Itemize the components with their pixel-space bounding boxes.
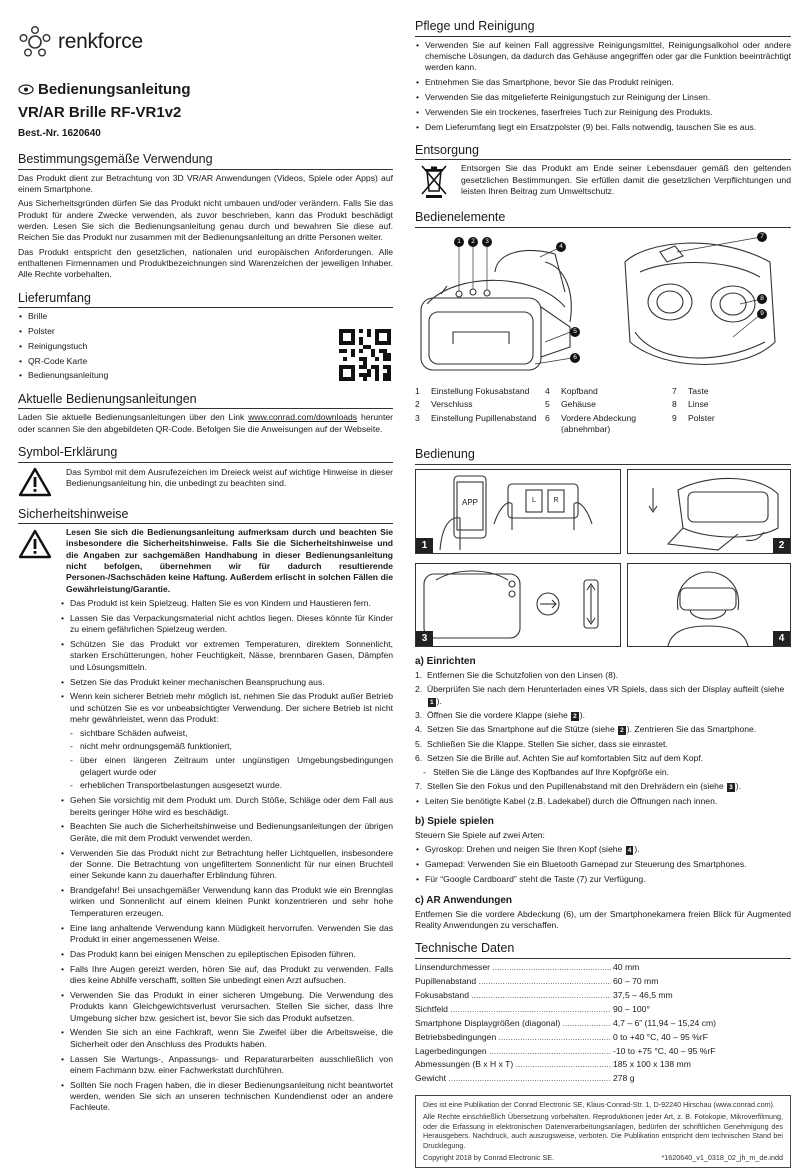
brand-name: renkforce: [58, 30, 143, 54]
controls-heading: Bedienelemente: [415, 209, 791, 228]
app-label: APP: [461, 497, 478, 507]
person-wearing-headset-illustration: [628, 564, 790, 646]
panel-number: 1: [416, 538, 433, 553]
downloads-link[interactable]: www.conrad.com/downloads: [248, 412, 358, 423]
callout-2: 2: [468, 237, 478, 247]
document-title: [18, 80, 191, 140]
document-code: *1620640_v1_0318_02_jh_m_de.indd: [661, 1153, 783, 1163]
safety-intro: Lesen Sie sich die Bedienungsanleitung aufmerksam durch und beachten Sie insbesondere die Sicherheitshinweise. Falls Sie die Sicherheitshinweise und die Angaben zur sachgemäßen Handhabung in dieser Bedienungsanleitung nicht befolgen, übernehmen wir für dadurch resultierende Personen-/Sachschäden keine Haftung. Außerdem erlischt in solchen Fällen die Gewährleistung/Garantie.: [66, 527, 393, 594]
right-column: [415, 10, 791, 1168]
list-item: • Falls Ihre Augen gereizt werden, hören Sie auf, das Produkt zu verwenden. Falls dies keine Abhilfe verschafft, sollten Sie unbedingt einen Arzt aufsuchen.: [60, 964, 393, 987]
adjustment-wheels-illustration: [416, 564, 620, 646]
crossed-bin-icon: [419, 163, 449, 199]
list-item: • Verwenden Sie das Produkt in einer sicheren Umgebung. Die Verwendung des Produkts kann Gleichgewichtsverlust verursachen. Stellen Sie sicher, dass Ihre Umgebung sicher bzw. gesichert ist, bevor Sie sich das Produkt aufsetzen.: [60, 990, 393, 1024]
list-item: • Für “Google Cardboard” steht die Taste (7) zur Verfügung.: [415, 874, 791, 885]
list-item: • Lassen Sie das Verpackungsmaterial nicht achtlos liegen. Dieses könnte für Kinder zu einem gefährlichen Spielzeug werden.: [60, 613, 393, 636]
list-item: • Brandgefahr! Bei unsachgemäßer Verwendung kann das Produkt wie ein Brennglas wirken und Sonnenlicht auf einem kleinen Punkt konzentrieren und sehr hohe Temperaturen erzeugen.: [60, 885, 393, 919]
setup-substep: [413, 767, 791, 778]
ar-heading: c) AR Anwendungen: [415, 894, 513, 906]
list-item: 5. Schließen Sie die Klappe. Stellen Sie sicher, dass sie einrastet.: [415, 738, 668, 749]
figure-panel-4: [627, 563, 791, 647]
list-item: • Polster: [18, 326, 393, 337]
legend-item: 6 Vordere Abdeckung (abnehmbar): [545, 412, 637, 434]
list-item: • Reinigungstuch: [18, 341, 393, 352]
order-number: Best.-Nr. 1620640: [18, 127, 101, 139]
brand-logo: [18, 26, 143, 58]
safety-list: [60, 598, 393, 1114]
list-item: • Brille: [18, 311, 393, 322]
table-row: Smartphone Displaygrößen (diagonal) ..... 4,7 – 6” (11,94 – 15,24 cm): [415, 1018, 791, 1029]
games-intro: Steuern Sie Spiele auf zwei Arten:: [415, 830, 545, 841]
callout-8: 8: [757, 294, 767, 304]
panel-number: 3: [416, 631, 433, 646]
warning-triangle-icon: [18, 529, 52, 559]
list-item: • QR-Code Karte: [18, 356, 393, 367]
safety-sublist: [60, 728, 393, 792]
callout-6: 6: [570, 353, 580, 363]
eye-icon: [18, 84, 34, 95]
intended-use-heading: Bestimmungsgemäße Verwendung: [18, 151, 393, 170]
manual-heading: Bedienungsanleitung: [38, 81, 191, 98]
symbols-heading: Symbol-Erklärung: [18, 444, 393, 463]
list-item: • Gyroskop: Drehen und neigen Sie Ihren Kopf (siehe 4 ).: [415, 844, 791, 855]
disposal-text: Entsorgen Sie das Produkt am Ende seiner Lebensdauer gemäß den geltenden gesetzlichen Bestimmungen. Sie erfüllen damit die gesetzlichen Verpflichtungen und leisten Ihren Beitrag zum Umweltschutz.: [461, 163, 791, 197]
list-item: • Bedienungsanleitung: [18, 370, 393, 381]
table-row: Gewicht ..... 278 g: [415, 1073, 791, 1084]
table-row: Sichtfeld ..... 90 – 100°: [415, 1004, 791, 1015]
disposal-heading: Entsorgung: [415, 142, 791, 161]
screen-right-label: R: [553, 496, 559, 504]
setup-bullet: [415, 796, 791, 807]
table-row: Fokusabstand ..... 37,5 – 46,5 mm: [415, 990, 791, 1001]
callout-5: 5: [570, 327, 580, 337]
figure-ref: 3: [729, 784, 733, 792]
delivery-list: [18, 311, 393, 382]
care-heading: Pflege und Reinigung: [415, 18, 791, 37]
list-item: • Verwenden Sie ein trockenes, faserfreies Tuch zur Reinigung des Produkts.: [415, 107, 791, 118]
specs-heading: Technische Daten: [415, 940, 791, 959]
qr-code-icon[interactable]: [339, 329, 391, 381]
care-list: [415, 40, 791, 133]
list-item: • Lassen Sie Wartungs-, Anpassungs- und Reparaturarbeiten ausschließlich von einem Fachmann bzw. einer Fachwerkstatt durchführen.: [60, 1054, 393, 1077]
games-list: [415, 844, 791, 885]
figure-panel-2: [627, 469, 791, 554]
table-row: Lagerbedingungen ..... -10 to +75 °C, 40 – 95 %rF: [415, 1046, 791, 1057]
figure-ref: 2: [573, 713, 577, 721]
list-item: • Leiten Sie benötigte Kabel (z.B. Ladekabel) durch die Öffnungen nach innen.: [415, 796, 791, 807]
list-item: • Beachten Sie auch die Sicherheitshinweise und Bedienungsanleitungen der übrigen Geräte, die mit dem Produkt verwendet werden.: [60, 821, 393, 844]
list-item: • Das Produkt kann bei einigen Menschen zu epileptischen Episoden führen.: [60, 949, 393, 960]
legend-item: 7 Taste: [672, 385, 709, 396]
list-item: - sichtbare Schäden aufweist,: [60, 728, 393, 739]
list-item: 6. Setzen Sie die Brille auf. Achten Sie auf komfortablen Sitz auf dem Kopf.: [415, 753, 704, 764]
legend-item: 3 Einstellung Pupillenabstand: [415, 412, 537, 423]
list-item: • Eine lang anhaltende Verwendung kann Müdigkeit hervorrufen. Verwenden Sie das Produkt in einer angemessenen Weise.: [60, 923, 393, 946]
list-item: • Verwenden Sie das Produkt nicht zur Betrachtung heller Lichtquellen, insbesondere der Sonne. Die Betrachtung von ungefiltertem Sonnenlicht für nur einen Bruchteil einer Sekunde kann zu dauerhafter Erblindung führen.: [60, 848, 393, 882]
table-row: Abmessungen (B x H x T) ..... 185 x 100 x 138 mm: [415, 1059, 791, 1070]
figure-panel-1: [415, 469, 621, 554]
legend-item: 2 Verschluss: [415, 399, 473, 410]
list-item: • Schützen Sie das Produkt vor extremen Temperaturen, direktem Sonnenlicht, starken Erschütterungen, hoher Feuchtigkeit, Nässe, brennbaren Gasen, Dämpfen und Lösungsmitteln.: [60, 639, 393, 673]
callout-4: 4: [556, 242, 566, 252]
renkforce-logo-icon: [18, 26, 52, 58]
controls-figure: [415, 232, 791, 382]
panel-number: 2: [773, 538, 790, 553]
manuals-heading: Aktuelle Bedienungsanleitungen: [18, 391, 393, 410]
table-row: Pupillenabstand ..... 60 – 70 mm: [415, 976, 791, 987]
list-item: - nicht mehr ordnungsgemäß funktioniert,: [60, 741, 393, 752]
operation-figures: [415, 469, 791, 649]
table-row: Linsendurchmesser ..... 40 mm: [415, 962, 791, 973]
list-item: - erheblichen Transportbelastungen ausgesetzt wurde.: [60, 780, 393, 791]
figure-panel-3: [415, 563, 621, 647]
phone-app-illustration: [416, 470, 620, 553]
copyright-text: Copyright 2018 by Conrad Electronic SE.: [423, 1153, 555, 1163]
setup-step-7: [415, 781, 791, 792]
list-item: • Setzen Sie das Produkt keiner mechanischen Beanspruchung aus.: [60, 677, 393, 688]
figure-ref: 1: [430, 698, 434, 706]
publisher-text: Dies ist eine Publikation der Conrad Electronic SE, Klaus-Conrad-Str. 1, D-92240 Hirschau (www.conrad.com).: [423, 1099, 775, 1109]
list-item: • Dem Lieferumfang liegt ein Ersatzpolster (9) bei. Falls notwendig, tauschen Sie es aus.: [415, 122, 791, 133]
panel-number: 4: [773, 631, 790, 646]
list-item: • Gehen Sie vorsichtig mit dem Produkt um. Durch Stöße, Schläge oder dem Fall aus bereits geringer Höhe wird es beschädigt.: [60, 795, 393, 818]
vr-headset-illustration: [415, 232, 791, 382]
callout-9: 9: [757, 309, 767, 319]
manuals-text-b: herunter oder scannen Sie den abgebildeten QR-Code. Befolgen Sie die Anweisungen auf der Webseite.: [18, 412, 393, 434]
list-item: [60, 691, 393, 791]
controls-legend: [415, 386, 791, 437]
operation-heading: Bedienung: [415, 446, 791, 465]
symbols-text: Das Symbol mit dem Ausrufezeichen im Dreieck weist auf wichtige Hinweise in dieser Bedienungsanleitung hin, die unbedingt zu beachten sind.: [66, 466, 393, 488]
safety-heading: Sicherheitshinweise: [18, 506, 393, 525]
figure-ref: 2: [620, 727, 624, 735]
list-item: 4. Setzen Sie das Smartphone auf die Stütze (siehe 2 ). Zentrieren Sie das Smartphone.: [415, 724, 757, 735]
left-column: [18, 142, 393, 1117]
screen-left-label: L: [532, 496, 536, 504]
callout-7: 7: [757, 232, 767, 242]
product-name: VR/AR Brille RF-VR1v2: [18, 103, 182, 121]
list-item: 7. Stellen Sie den Fokus und den Pupillenabstand mit den Drehrädern ein (siehe 3 ).: [415, 781, 741, 792]
list-item-text: Wenn kein sicherer Betrieb mehr möglich ist, nehmen Sie das Produkt außer Betrieb und schützen Sie es vor unbeabsichtigter Verwendung. Der sichere Betrieb ist nicht mehr gewährleistet, wenn das Produkt:: [70, 691, 393, 725]
intended-use-p1: Das Produkt dient zur Betrachtung von 3D VR/AR Anwendungen (Videos, Spiele oder Apps) auf einem Smartphone.: [18, 172, 393, 194]
open-front-illustration: [628, 470, 790, 553]
list-item: • Verwenden Sie auf keinen Fall aggressive Reinigungsmittel, Reinigungsalkohol oder andere chemische Lösungen, da dadurch das Gehäuse angegriffen oder gar die Funktion beeinträchtigt werden kann.: [415, 40, 791, 74]
list-item: - Stellen Sie die Länge des Kopfbandes auf Ihre Kopfgröße ein.: [413, 767, 791, 778]
legend-item: 1 Einstellung Fokusabstand: [415, 385, 530, 396]
list-item: • Verwenden Sie das mitgelieferte Reinigungstuch zur Reinigung der Linsen.: [415, 92, 791, 103]
games-heading: b) Spiele spielen: [415, 815, 494, 827]
rights-text: Alle Rechte einschließlich Übersetzung vorbehalten. Reproduktionen jeder Art, z. B. Fotokopie, Mikroverfilmung, oder die Erfassung in elektronischen Datenverarbeitungsanlagen, bedürfen der schriftlichen Genehmigung des Herausgebers. Nachdruck, auch auszugsweise, verboten. Die Publikation entspricht dem technischen Stand bei Drucklegung.: [423, 1112, 783, 1150]
legend-item: 9 Polster: [672, 412, 715, 423]
list-item: 2. Überprüfen Sie nach dem Herunterladen eines VR Spiels, dass sich der Display aufteilt (siehe 1 ).: [415, 684, 785, 706]
list-item: • Sollten Sie noch Fragen haben, die in dieser Bedienungsanleitung nicht beantwortet werden, wenden Sie sich an unseren technischen Kundendienst oder an andere Fachleute.: [60, 1080, 393, 1114]
legend-item: 5 Gehäuse: [545, 399, 596, 410]
setup-heading: a) Einrichten: [415, 655, 476, 667]
manuals-text: [18, 412, 393, 435]
list-item: 1. Entfernen Sie die Schutzfolien von den Linsen (8).: [415, 670, 619, 680]
delivery-heading: Lieferumfang: [18, 290, 393, 309]
specs-table: [415, 962, 791, 1085]
legend-item: 4 Kopfband: [545, 385, 598, 396]
list-item: • Entnehmen Sie das Smartphone, bevor Sie das Produkt reinigen.: [415, 77, 791, 88]
list-item: • Gamepad: Verwenden Sie ein Bluetooth Gamepad zur Steuerung des Smartphones.: [415, 859, 791, 870]
list-item: • Das Produkt ist kein Spielzeug. Halten Sie es von Kindern und Haustieren fern.: [60, 598, 393, 609]
list-item: 3. Öffnen Sie die vordere Klappe (siehe 2 ).: [415, 710, 586, 721]
list-item: - über einen längeren Zeitraum unter ungünstigen Umgebungsbedingungen gelagert wurde oder: [60, 755, 393, 778]
setup-steps: [415, 670, 791, 764]
callout-1: 1: [454, 237, 464, 247]
list-item: • Wenden Sie sich an eine Fachkraft, wenn Sie Zweifel über die Arbeitsweise, die Sicherheit oder den Anschluss des Produkts haben.: [60, 1027, 393, 1050]
manuals-text-a: Laden Sie aktuelle Bedienungsanleitungen über den Link: [18, 412, 249, 423]
intended-use-p2: Aus Sicherheitsgründen dürfen Sie das Produkt nicht umbauen und/oder verändern. Falls Sie das Produkt für andere Zwecke verwenden, als zuvor beschrieben, kann das Produkt beschädigt werden. Lesen Sie sich die Bedienungsanleitung genau durch und bewahren Sie diese auf. Reichen Sie das Produkt nur zusammen mit der Bedienungsanleitung an dritte Personen weiter.: [18, 198, 393, 243]
figure-ref: 4: [627, 847, 632, 855]
intended-use-p3: Das Produkt entspricht den gesetzlichen, nationalen und europäischen Anforderungen. Alle enthaltenen Firmennamen und Produktbezeichnungen sind Warenzeichen der jeweiligen Inhaber. Alle Rechte vorbehalten.: [18, 246, 393, 280]
legend-item: 8 Linse: [672, 399, 709, 410]
ar-text: Entfernen Sie die vordere Abdeckung (6), um der Smartphonekamera freien Blick für Augmented Reality Anwendungen zu verschaffen.: [415, 908, 791, 931]
callout-3: 3: [482, 237, 492, 247]
table-row: Betriebsbedingungen ..... 0 to +40 °C, 40 – 95 %rF: [415, 1032, 791, 1043]
warning-triangle-icon: [18, 467, 52, 497]
